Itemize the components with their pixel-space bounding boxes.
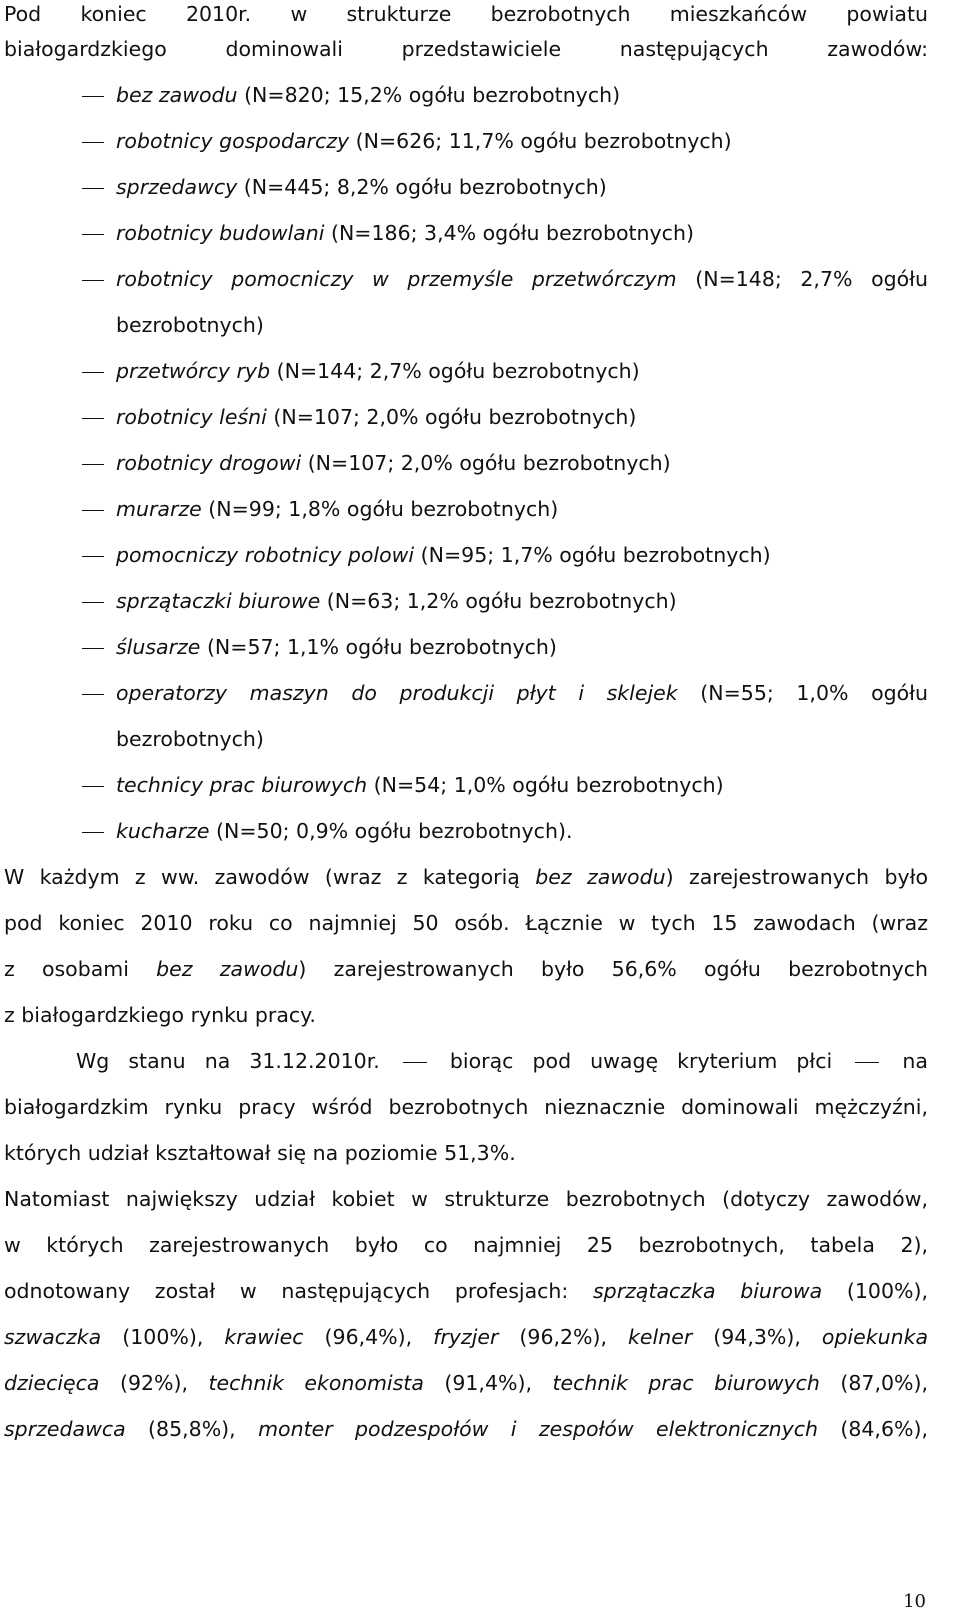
list-item	[4, 218, 928, 264]
dash-bullet-icon	[82, 464, 104, 465]
list-item	[4, 494, 928, 540]
occupation-name: kucharze	[116, 819, 210, 843]
list-item	[4, 586, 928, 632]
text-run: (100%),	[822, 1279, 929, 1303]
paragraph-women	[4, 1184, 928, 1460]
italic-run: dziecięca	[4, 1371, 100, 1395]
occupation-stats: (N=626; 11,7% ogółu bezrobotnych)	[349, 129, 732, 153]
dash-bullet-icon	[82, 510, 104, 511]
paragraph-line	[4, 1046, 928, 1092]
occupation-stats: (N=63; 1,2% ogółu bezrobotnych)	[320, 589, 677, 613]
occupation-name: sprzątaczki biurowe	[116, 589, 321, 613]
italic-run: szwaczka	[4, 1325, 102, 1349]
occupation-name: robotnicy budowlani	[116, 221, 325, 245]
paragraph-line	[4, 862, 928, 908]
occupation-name: operatorzy maszyn do produkcji płyt i sklejek	[116, 681, 678, 705]
dash-bullet-icon	[82, 96, 104, 97]
italic-run: bez zawodu	[535, 865, 666, 889]
list-item	[4, 264, 928, 310]
occupation-name: technicy prac biurowych	[116, 773, 368, 797]
occupation-stats: (N=820; 15,2% ogółu bezrobotnych)	[237, 83, 621, 107]
occupation-stats: (N=54; 1,0% ogółu bezrobotnych)	[367, 773, 724, 797]
text-run: (84,6%),	[817, 1417, 928, 1441]
dash-bullet-icon	[82, 602, 104, 603]
occupation-name: bez zawodu	[116, 83, 238, 107]
text-run: (91,4%),	[423, 1371, 553, 1395]
em-dash-icon	[403, 1062, 427, 1063]
list-item	[4, 770, 928, 816]
paragraph-gender	[4, 1046, 928, 1184]
italic-run: kelner	[628, 1325, 693, 1349]
list-item	[4, 402, 928, 448]
paragraph-line	[4, 1414, 928, 1460]
occupation-name: robotnicy drogowi	[116, 451, 302, 475]
list-item	[4, 632, 928, 678]
list-item	[4, 126, 928, 172]
italic-run: krawiec	[224, 1325, 304, 1349]
occupation-name: murarze	[116, 497, 202, 521]
occupation-list	[4, 80, 928, 862]
occupation-stats: (N=55; 1,0% ogółu	[677, 681, 928, 705]
text-run: Wg stanu na 31.12.2010r.	[76, 1049, 380, 1073]
occupation-name: robotnicy gospodarczy	[116, 129, 350, 153]
text-run: (96,2%),	[498, 1325, 629, 1349]
italic-run: sprzedawca	[4, 1417, 126, 1441]
paragraph-line	[4, 1322, 928, 1368]
dash-bullet-icon	[82, 188, 104, 189]
list-item	[4, 540, 928, 586]
dash-bullet-icon	[82, 372, 104, 373]
occupation-name: sprzedawcy	[116, 175, 238, 199]
text-run: na	[902, 1049, 928, 1073]
dash-bullet-icon	[82, 234, 104, 235]
dash-bullet-icon	[82, 694, 104, 695]
text-run: biorąc pod uwagę kryterium płci	[449, 1049, 833, 1073]
occupation-stats: (N=148; 2,7% ogółu	[676, 267, 928, 291]
text-run: (92%),	[99, 1371, 209, 1395]
list-item	[4, 80, 928, 126]
italic-run: bez zawodu	[156, 957, 299, 981]
em-dash-icon	[855, 1062, 879, 1063]
dash-bullet-icon	[82, 556, 104, 557]
paragraph-line: których udział kształtował się na poziomie 51,3%.	[4, 1141, 516, 1165]
list-item-continuation: bezrobotnych)	[116, 313, 264, 337]
paragraph-line: pod koniec 2010 roku co najmniej 50 osób. Łącznie w tych 15 zawodach (wraz	[4, 911, 928, 935]
dash-bullet-icon	[82, 832, 104, 833]
italic-run: technik prac biurowych	[552, 1371, 820, 1395]
dash-bullet-icon	[82, 142, 104, 143]
paragraph-line	[4, 1276, 928, 1322]
paragraph-line: w których zarejestrowanych było co najmniej 25 bezrobotnych, tabela 2),	[4, 1233, 928, 1257]
list-item	[4, 172, 928, 218]
occupation-stats: (N=95; 1,7% ogółu bezrobotnych)	[414, 543, 771, 567]
intro-line-2: białogardzkiego dominowali przedstawiciele następujących zawodów:	[4, 37, 928, 61]
list-item	[4, 816, 928, 862]
page-number: 10	[903, 1591, 926, 1612]
occupation-name: przetwórcy ryb	[116, 359, 271, 383]
occupation-name: robotnicy pomocniczy w przemyśle przetwórczym	[116, 267, 677, 291]
occupation-stats: (N=57; 1,1% ogółu bezrobotnych)	[200, 635, 557, 659]
paragraph-line	[4, 954, 928, 1000]
occupation-name: ślusarze	[116, 635, 201, 659]
italic-run: technik ekonomista	[208, 1371, 424, 1395]
occupation-name: pomocniczy robotnicy polowi	[116, 543, 415, 567]
italic-run: fryzjer	[433, 1325, 499, 1349]
text-run: odnotowany został w następujących profesjach:	[4, 1279, 593, 1303]
occupation-stats: (N=107; 2,0% ogółu bezrobotnych)	[301, 451, 671, 475]
occupation-stats: (N=186; 3,4% ogółu bezrobotnych)	[324, 221, 694, 245]
document-page	[4, 0, 928, 1460]
occupation-stats: (N=445; 8,2% ogółu bezrobotnych)	[237, 175, 607, 199]
italic-run: sprzątaczka biurowa	[593, 1279, 823, 1303]
italic-run: opiekunka	[821, 1325, 929, 1349]
dash-bullet-icon	[82, 786, 104, 787]
occupation-stats: (N=50; 0,9% ogółu bezrobotnych).	[209, 819, 573, 843]
paragraph-line	[4, 1368, 928, 1414]
dash-bullet-icon	[82, 648, 104, 649]
list-item	[4, 678, 928, 724]
text-run: W każdym z ww. zawodów (wraz z kategorią	[4, 865, 536, 889]
text-run: ) zarejestrowanych było 56,6% ogółu bezrobotnych	[298, 957, 928, 981]
list-item-continuation: bezrobotnych)	[116, 727, 264, 751]
text-run: (96,4%),	[303, 1325, 434, 1349]
paragraph-line: białogardzkim rynku pracy wśród bezrobotnych nieznacznie dominowali mężczyźni,	[4, 1095, 928, 1119]
text-run: (94,3%),	[692, 1325, 822, 1349]
list-item	[4, 448, 928, 494]
occupation-stats: (N=144; 2,7% ogółu bezrobotnych)	[270, 359, 640, 383]
paragraph-summary	[4, 862, 928, 1046]
dash-bullet-icon	[82, 280, 104, 281]
paragraph-line: Natomiast największy udział kobiet w strukturze bezrobotnych (dotyczy zawodów,	[4, 1187, 928, 1211]
occupation-stats: (N=99; 1,8% ogółu bezrobotnych)	[201, 497, 559, 521]
intro-line-1: Pod koniec 2010r. w strukturze bezrobotnych mieszkańców powiatu	[4, 2, 928, 26]
dash-bullet-icon	[82, 418, 104, 419]
occupation-name: robotnicy leśni	[116, 405, 267, 429]
text-run: (85,8%),	[125, 1417, 259, 1441]
italic-run: monter podzespołów i zespołów elektronicznych	[258, 1417, 818, 1441]
text-run: (100%),	[101, 1325, 225, 1349]
occupation-stats: (N=107; 2,0% ogółu bezrobotnych)	[266, 405, 637, 429]
paragraph-line: z białogardzkiego rynku pracy.	[4, 1003, 316, 1027]
list-item	[4, 356, 928, 402]
text-run: (87,0%),	[819, 1371, 929, 1395]
text-run: z osobami	[4, 957, 157, 981]
text-run: ) zarejestrowanych było	[665, 865, 928, 889]
